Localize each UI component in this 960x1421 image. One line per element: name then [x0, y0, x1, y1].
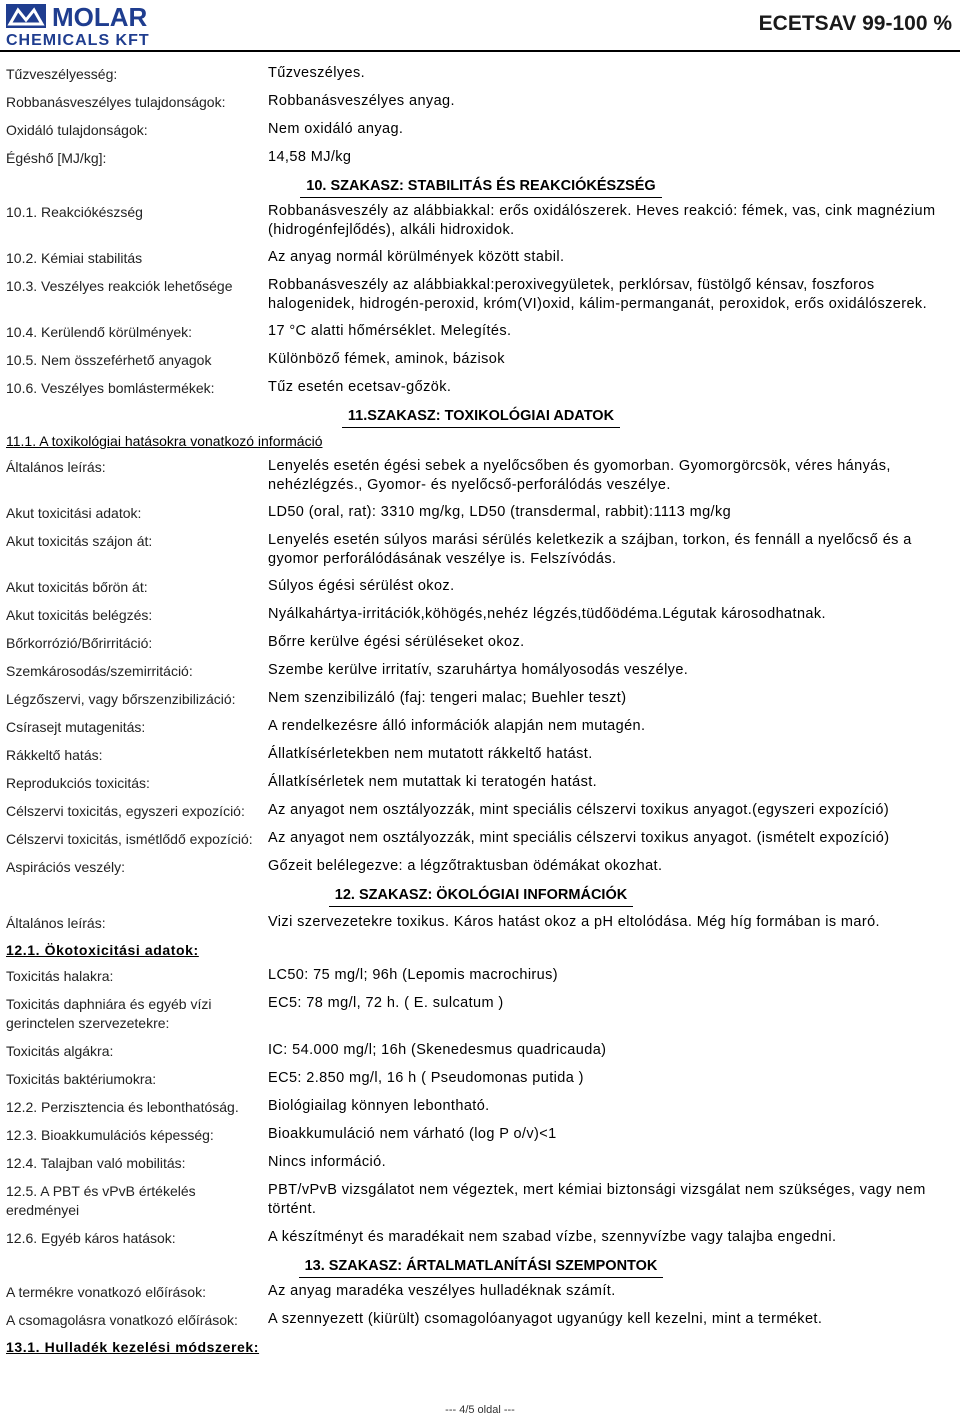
- table-row: [6, 378, 956, 398]
- table-row: [6, 1228, 956, 1248]
- row-value: Szembe kerülve irritatív, szaruhártya homályosodás veszélye.: [268, 662, 689, 678]
- row-value: Az anyag normál körülmények között stabil.: [268, 249, 565, 265]
- row-value: Nem oxidáló anyag.: [268, 121, 404, 137]
- table-row: [6, 633, 956, 653]
- row-value: A szennyezett (kiürült) csomagolóanyagot ugyanúgy kell kezelni, mint a terméket.: [268, 1311, 823, 1327]
- row-label: Légzőszervi, vagy bőrszenzibilizáció:: [6, 691, 236, 707]
- table-row: [6, 1041, 956, 1061]
- table-row: [6, 577, 956, 597]
- row-value: A készítményt és maradékait nem szabad vízbe, szennyvízbe vagy talajba engedni.: [268, 1229, 837, 1245]
- table-row: [6, 1125, 956, 1145]
- row-label: Rákkeltő hatás:: [6, 747, 103, 763]
- table-row: [6, 350, 956, 370]
- table-row: [6, 994, 956, 1033]
- row-value: Nyálkahártya-irritációk,köhögés,nehéz légzés,tüdőödéma.Légutak károsodhatnak.: [268, 606, 826, 622]
- section-13-title: 13. SZAKASZ: ÁRTALMATLANÍTÁSI SZEMPONTOK: [6, 1256, 956, 1278]
- row-label: Akut toxicitás szájon át:: [6, 533, 153, 549]
- row-label: Toxicitás halakra:: [6, 968, 114, 984]
- table-row: [6, 966, 956, 986]
- section-12-list: [6, 966, 956, 1248]
- table-row: [6, 202, 956, 240]
- table-row: [6, 503, 956, 523]
- section-10-list: [6, 202, 956, 398]
- table-row: [6, 64, 956, 84]
- row-label: 12.3. Bioakkumulációs képesség:: [6, 1127, 214, 1143]
- row-value: LC50: 75 mg/l; 96h (Lepomis macrochirus): [268, 967, 559, 983]
- section-12-subtitle: 12.1. Ökotoxicitási adatok:: [6, 942, 199, 958]
- row-value: PBT/vPvB vizsgálatot nem végeztek, mert kémiai biztonsági vizsgálat nem szükséges, vagy nem történt.: [268, 1182, 926, 1217]
- row-label: Célszervi toxicitás, egyszeri expozíció:: [6, 803, 245, 819]
- table-row: [6, 120, 956, 140]
- row-label: Égéshő [MJ/kg]:: [6, 150, 107, 166]
- section-11-subtitle: 11.1. A toxikológiai hatásokra vonatkozó információ: [6, 433, 323, 449]
- document-body: [6, 64, 956, 1357]
- row-value: Az anyag maradéka veszélyes hulladéknak számít.: [268, 1283, 616, 1299]
- row-value: Tűz esetén ecetsav-gőzök.: [268, 379, 452, 395]
- row-label: A termékre vonatkozó előírások:: [6, 1284, 206, 1300]
- row-value: Bőrre kerülve égési sérüléseket okoz.: [268, 634, 525, 650]
- row-value: A rendelkezésre álló információk alapján nem mutagén.: [268, 718, 646, 734]
- row-value: Robbanásveszélyes anyag.: [268, 93, 455, 109]
- row-label: Csírasejt mutagenitás:: [6, 719, 146, 735]
- row-label: A csomagolásra vonatkozó előírások:: [6, 1312, 238, 1328]
- row-label: Toxicitás baktériumokra:: [6, 1071, 157, 1087]
- row-label: Toxicitás algákra:: [6, 1043, 114, 1059]
- logo-top-text: MOLAR: [52, 4, 148, 32]
- row-label: 12.6. Egyéb káros hatások:: [6, 1230, 176, 1246]
- row-value: EC5: 78 mg/l, 72 h. ( E. sulcatum ): [268, 995, 504, 1011]
- table-row: [6, 531, 956, 569]
- row-label: Általános leírás:: [6, 915, 106, 931]
- section-12-general: [6, 913, 956, 933]
- table-row: [6, 457, 956, 495]
- row-value: Súlyos égési sérülést okoz.: [268, 578, 455, 594]
- page-footer: --- 4/5 oldal ---: [445, 1404, 515, 1416]
- header-divider: [0, 50, 960, 52]
- row-label: Akut toxicitás bőrön át:: [6, 579, 148, 595]
- table-row: [6, 717, 956, 737]
- logo-bottom-text: CHEMICALS KFT: [6, 32, 150, 48]
- row-label: 10.4. Kerülendő körülmények:: [6, 324, 192, 340]
- row-value: 17 °C alatti hőmérséklet. Melegítés.: [268, 323, 512, 339]
- table-row: [6, 1069, 956, 1089]
- row-label: Tűzveszélyesség:: [6, 66, 118, 82]
- table-row: [6, 1181, 956, 1220]
- row-label: Általános leírás:: [6, 459, 106, 475]
- row-label: Reprodukciós toxicitás:: [6, 775, 150, 791]
- row-value: Lenyelés esetén súlyos marási sérülés keletkezik a szájban, torkon, és fennáll a nyelőcső és a gyomor perforálódásának veszélye is. Felszívódás.: [268, 532, 912, 567]
- row-label: Robbanásveszélyes tulajdonságok:: [6, 94, 226, 110]
- row-value: Az anyagot nem osztályozzák, mint speciális célszervi toxikus anyagot.(egyszeri expozíció): [268, 802, 890, 818]
- row-label: 12.2. Perzisztencia és lebonthatóság.: [6, 1099, 239, 1115]
- table-row: [6, 1310, 956, 1330]
- table-row: [6, 1153, 956, 1173]
- table-row: [6, 857, 956, 877]
- row-label: Toxicitás daphniára és egyéb vízi gerinctelen szervezetekre:: [6, 996, 212, 1031]
- table-row: [6, 148, 956, 168]
- row-value: Robbanásveszély az alábbiakkal:peroxivegyületek, perklórsav, füstölgő kénsav, foszforos halogenidek, hidrogén-peroxid, króm(VI)oxid, kálim-permanganát, peroxidok, erős oxidálószerek.: [268, 277, 927, 312]
- row-label: Bőrkorrózió/Bőrirritáció:: [6, 635, 153, 651]
- row-value: Állatkísérletekben nem mutatott rákkeltő hatást.: [268, 746, 593, 762]
- table-row: [6, 745, 956, 765]
- row-label: Szemkárosodás/szemirritáció:: [6, 663, 193, 679]
- row-label: 10.6. Veszélyes bomlástermékek:: [6, 380, 215, 396]
- table-row: [6, 1097, 956, 1117]
- row-label: Aspirációs veszély:: [6, 859, 126, 875]
- row-value: Állatkísérletek nem mutattak ki teratogén hatást.: [268, 774, 598, 790]
- row-value: Robbanásveszély az alábbiakkal: erős oxidálószerek. Heves reakció: fémek, vas, cink magnézium (hidrogénfejlődés), alkáli hidroxidok.: [268, 203, 936, 238]
- section-11-title: 11.SZAKASZ: TOXIKOLÓGIAI ADATOK: [6, 406, 956, 428]
- row-value: Az anyagot nem osztályozzák, mint speciális célszervi toxikus anyagot. (ismételt expozíció): [268, 830, 890, 846]
- row-value: Vizi szervezetekre toxikus. Káros hatást okoz a pH eltolódása. Még híg formában is maró.: [268, 914, 880, 930]
- table-row: [6, 661, 956, 681]
- row-label: Célszervi toxicitás, ismétlődő expozíció:: [6, 831, 253, 847]
- row-label: 10.2. Kémiai stabilitás: [6, 250, 143, 266]
- table-row: [6, 829, 956, 849]
- row-label: 10.5. Nem összeférhető anyagok: [6, 352, 212, 368]
- table-row: [6, 689, 956, 709]
- row-value: EC5: 2.850 mg/l, 16 h ( Pseudomonas putida ): [268, 1070, 584, 1086]
- row-label: 10.1. Reakciókészség: [6, 204, 143, 220]
- row-label: Akut toxicitási adatok:: [6, 505, 142, 521]
- row-value: LD50 (oral, rat): 3310 mg/kg, LD50 (transdermal, rabbit):1113 mg/kg: [268, 504, 732, 520]
- row-value: Gőzeit belélegezve: a légzőtraktusban ödémákat okozhat.: [268, 858, 663, 874]
- row-value: Lenyelés esetén égési sebek a nyelőcsőben és gyomorban. Gyomorgörcsök, véres hányás, nehézlégzés., Gyomor- és nyelőcső-perforálódás veszélye.: [268, 458, 891, 493]
- section-9-list: [6, 64, 956, 168]
- table-row: [6, 1282, 956, 1302]
- row-value: Bioakkumuláció nem várható (log P o/v)<1: [268, 1126, 557, 1142]
- table-row: [6, 605, 956, 625]
- row-value: 14,58 MJ/kg: [268, 149, 352, 165]
- row-label: Oxidáló tulajdonságok:: [6, 122, 148, 138]
- row-label: 12.4. Talajban való mobilitás:: [6, 1155, 186, 1171]
- row-label: Akut toxicitás belégzés:: [6, 607, 153, 623]
- table-row: [6, 248, 956, 268]
- row-label: 12.5. A PBT és vPvB értékelés eredményei: [6, 1183, 196, 1218]
- table-row: [6, 773, 956, 793]
- page-header: [0, 0, 960, 52]
- row-value: Nem szenzibilizáló (faj: tengeri malac; Buehler teszt): [268, 690, 627, 706]
- table-row: [6, 322, 956, 342]
- section-13-list: [6, 1282, 956, 1330]
- row-value: Tűzveszélyes.: [268, 65, 366, 81]
- row-value: IC: 54.000 mg/l; 16h (Skenedesmus quadricauda): [268, 1042, 607, 1058]
- product-title: ECETSAV 99-100 %: [758, 12, 952, 35]
- table-row: [6, 92, 956, 112]
- table-row: [6, 801, 956, 821]
- section-11-list: [6, 457, 956, 877]
- molar-logo: [6, 4, 226, 48]
- table-row: [6, 276, 956, 314]
- row-value: Különböző fémek, aminok, bázisok: [268, 351, 505, 367]
- section-12-title: 12. SZAKASZ: ÖKOLÓGIAI INFORMÁCIÓK: [6, 885, 956, 907]
- row-value: Biológiailag könnyen lebontható.: [268, 1098, 490, 1114]
- section-10-title: 10. SZAKASZ: STABILITÁS ÉS REAKCIÓKÉSZSÉG: [6, 176, 956, 198]
- section-13-subtitle: 13.1. Hulladék kezelési módszerek:: [6, 1339, 260, 1355]
- row-label: 10.3. Veszélyes reakciók lehetősége: [6, 278, 233, 294]
- row-value: Nincs információ.: [268, 1154, 386, 1170]
